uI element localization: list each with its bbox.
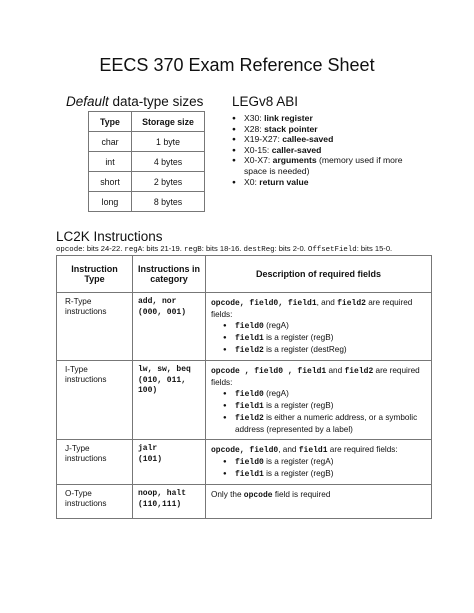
instruction-type: R-Type instructions [57, 293, 133, 361]
field-code: field0 [235, 322, 264, 331]
lc2k-field-bits [56, 244, 392, 254]
instruction-opcodes: (101) [138, 454, 163, 464]
description-text: , and [316, 298, 338, 307]
type-cell: char [89, 132, 132, 152]
header-instructions-in-category: Instructions in category [133, 256, 206, 293]
instruction-type: O-Type instructions [57, 485, 133, 519]
field-name: destReg [243, 246, 275, 254]
instruction-names [133, 361, 206, 440]
list-item [235, 320, 426, 332]
field-code: field1 [235, 334, 264, 343]
field-code: field0 [235, 458, 264, 467]
field-text: is a register (regA) [263, 457, 334, 466]
field-text: is a register (regB) [263, 401, 334, 410]
table-row [89, 152, 205, 172]
description-intro [211, 444, 426, 456]
list-item [235, 344, 426, 356]
datatypes-header-type: Type [89, 112, 132, 132]
field-bits: : bits 15-0. [356, 244, 393, 253]
table-row [57, 361, 432, 440]
instruction-type: J-Type instructions [57, 440, 133, 485]
description-code: field2 [344, 367, 374, 376]
description-code: opcode [243, 491, 273, 500]
size-cell: 8 bytes [132, 192, 205, 212]
instruction-names [133, 440, 206, 485]
datatypes-table [88, 111, 205, 212]
field-text: is a register (regB) [263, 333, 334, 342]
list-item [235, 388, 426, 400]
field-text: is either a numeric address, or a symbolic address (represented by a label) [235, 413, 418, 434]
field-text: is a register (regB) [263, 469, 334, 478]
header-description: Description of required fields [206, 256, 432, 293]
abi-role: return value [259, 176, 309, 187]
field-bullet-list [211, 320, 426, 356]
abi-register: X0-X7: [244, 155, 273, 166]
field-bits: : bits 18-16. [201, 244, 244, 253]
field-text: (regA) [263, 321, 289, 330]
instruction-mnemonics: lw, sw, beq [138, 365, 191, 374]
lc2k-heading: LC2K Instructions [56, 229, 163, 244]
description-intro [211, 365, 426, 388]
description-code: opcode , field0 , field1 [211, 367, 327, 376]
abi-role: callee-saved [282, 134, 334, 145]
instruction-mnemonics: noop, halt [138, 489, 187, 498]
field-name: opcode [56, 246, 83, 254]
abi-note: (memory used if more space is needed) [244, 155, 403, 176]
size-cell: 1 byte [132, 132, 205, 152]
description-text: are required fields: [211, 366, 420, 387]
lc2k-table [56, 255, 432, 519]
description-code: field1 [298, 446, 328, 455]
description-text: are required fields: [327, 445, 398, 454]
type-cell: long [89, 192, 132, 212]
description-code: opcode, field0 [211, 446, 279, 455]
field-code: field2 [235, 346, 264, 355]
abi-role: caller-saved [271, 144, 322, 155]
description-text: field is required [272, 490, 331, 499]
field-code: field2 [235, 414, 264, 423]
description-intro [211, 297, 426, 320]
field-name: regB [183, 246, 202, 254]
datatypes-header-size: Storage size [132, 112, 205, 132]
type-cell: int [89, 152, 132, 172]
description-intro [211, 489, 426, 501]
abi-register: X28: [244, 123, 265, 134]
instruction-opcodes: (010, 011, 100) [138, 375, 187, 395]
instruction-description [206, 485, 432, 519]
table-row [57, 485, 432, 519]
instruction-mnemonics: jalr [138, 444, 158, 453]
table-row [57, 293, 432, 361]
header-instruction-type: Instruction Type [57, 256, 133, 293]
datatypes-header-row [89, 112, 205, 132]
instruction-type: I-Type instructions [57, 361, 133, 440]
abi-register: X0-15: [244, 144, 272, 155]
list-item [235, 400, 426, 412]
table-row [89, 132, 205, 152]
field-text: (regA) [263, 389, 289, 398]
instruction-description [206, 293, 432, 361]
table-row [89, 192, 205, 212]
description-text: and [326, 366, 345, 375]
abi-register: X0: [244, 176, 260, 187]
field-bullet-list [211, 388, 426, 435]
abi-register: X19-X27: [244, 134, 283, 145]
datatypes-heading-rest: data-type sizes [108, 94, 204, 109]
table-row [89, 172, 205, 192]
table-row [57, 440, 432, 485]
field-name: regA [124, 246, 143, 254]
field-code: field1 [235, 402, 264, 411]
description-code: opcode, field0, field1 [211, 299, 317, 308]
field-code: field1 [235, 470, 264, 479]
description-text: , and [278, 445, 299, 454]
instruction-description [206, 440, 432, 485]
lc2k-header-row [57, 256, 432, 293]
list-item [244, 134, 424, 145]
list-item [235, 456, 426, 468]
type-cell: short [89, 172, 132, 192]
instruction-mnemonics: add, nor [138, 297, 177, 306]
list-item [244, 177, 424, 188]
field-text: is a register (destReg) [263, 345, 347, 354]
description-text: are required fields: [211, 298, 413, 319]
list-item [244, 113, 424, 124]
instruction-opcodes: (110,111) [138, 499, 182, 509]
page-title: EECS 370 Exam Reference Sheet [99, 55, 375, 75]
field-bits: : bits 24-22. [82, 244, 125, 253]
abi-list [232, 113, 424, 187]
list-item [235, 412, 426, 435]
abi-role: link register [264, 113, 313, 123]
datatypes-heading-italic: Default [66, 94, 109, 109]
size-cell: 2 bytes [132, 172, 205, 192]
instruction-names [133, 293, 206, 361]
field-code: field0 [235, 390, 264, 399]
instruction-description [206, 361, 432, 440]
datatypes-heading [66, 94, 203, 109]
abi-heading: LEGv8 ABI [232, 94, 299, 109]
description-code: field2 [337, 299, 366, 308]
field-name: OffsetField [307, 246, 357, 254]
list-item [235, 468, 426, 480]
instruction-names [133, 485, 206, 519]
list-item [244, 155, 424, 176]
list-item [244, 124, 424, 135]
abi-role: arguments [272, 155, 317, 166]
abi-role: stack pointer [264, 123, 318, 134]
abi-register: X30: [244, 113, 265, 123]
instruction-opcodes: (000, 001) [138, 307, 187, 317]
description-text: Only the [211, 490, 244, 499]
list-item [244, 145, 424, 156]
field-bullet-list [211, 456, 426, 480]
size-cell: 4 bytes [132, 152, 205, 172]
field-bits: : bits 21-19. [142, 244, 184, 253]
field-bits: : bits 2-0. [274, 244, 308, 253]
list-item [235, 332, 426, 344]
